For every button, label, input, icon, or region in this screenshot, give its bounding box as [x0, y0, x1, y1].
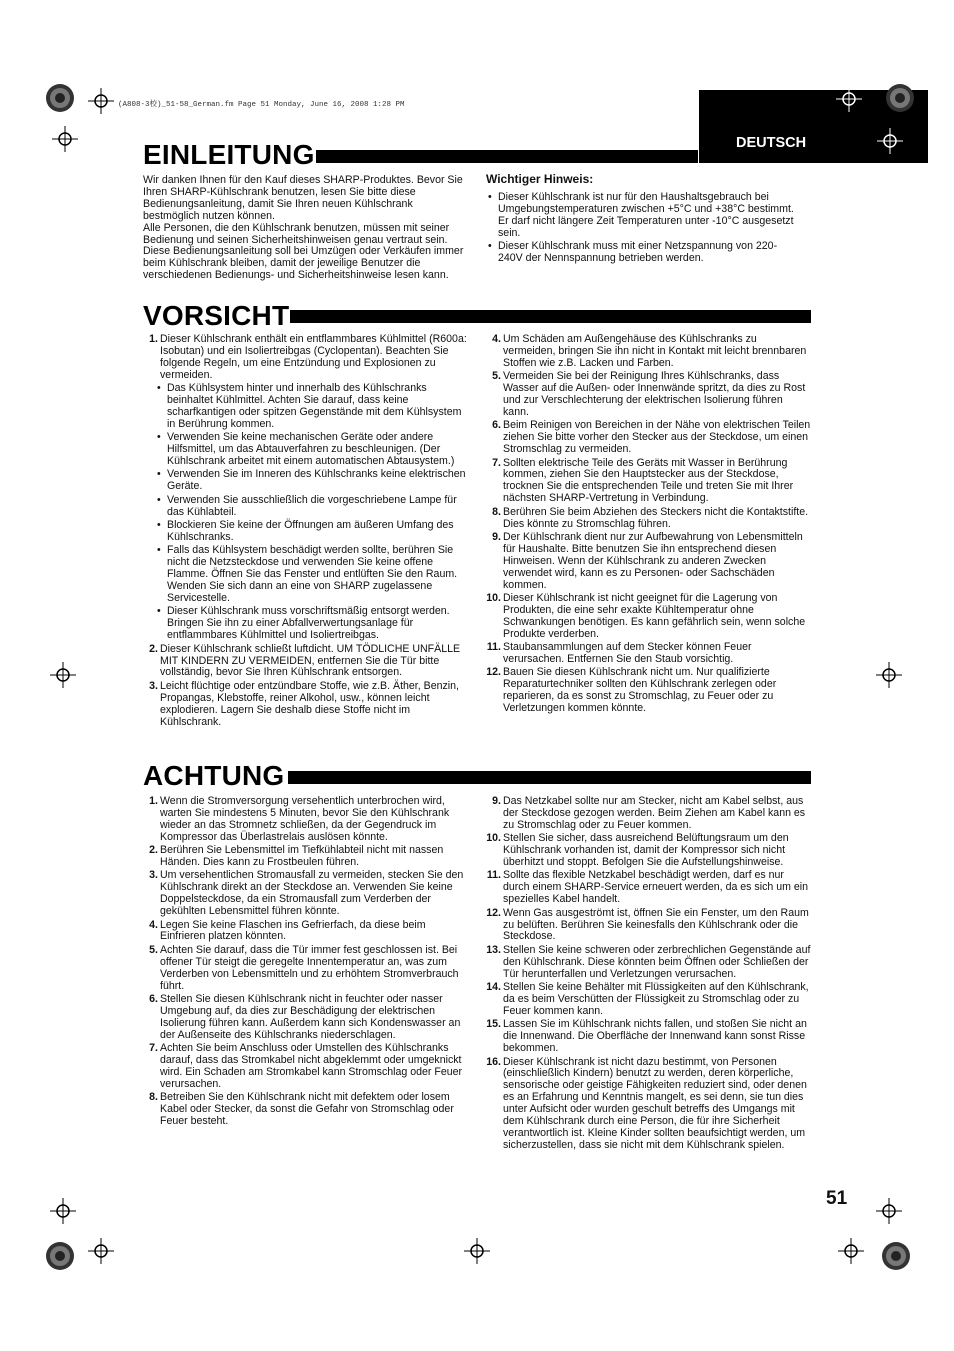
- crosshair-icon: [88, 1238, 114, 1264]
- list-item: 2. Berühren Sie Lebensmittel im Tiefkühlabteil nicht mit nassen Händen. Dies kann zu Frostbeulen führen.: [149, 844, 444, 869]
- list-item: 1. Dieser Kühlschrank enthält ein entflammbares Kühlmittel (R600a: Isobutan) und ein Isoliertreibgas (Cyclopentan). Beachten Sie folgende Regeln, um eine Entzündung und Explosionen zu vermeiden.: [149, 333, 467, 381]
- vorsicht-right-column: [486, 334, 811, 717]
- registration-mark-icon: [40, 1236, 80, 1276]
- crosshair-icon: [464, 1238, 490, 1264]
- bullet-dot-icon: •: [157, 544, 161, 557]
- list-item: 10. Dieser Kühlschrank ist nicht geeignet für die Lagerung von Produkten, die eine sehr exakte Kühltemperatur ohne Schwankungen benötigen. Es kann gefährlich sein, wenn solche Produkte verderben.: [486, 592, 806, 640]
- sub-bullet: • Dieser Kühlschrank muss vorschriftsmäßig entsorgt werden. Bringen Sie ihn zu einer Abfallverwertungsanlage für entflammbares Kühlmittel und Isoliertreibgas.: [157, 605, 450, 642]
- bullet-dot-icon: •: [157, 468, 161, 481]
- einleitung-paragraph-1: Wir danken Ihnen für den Kauf dieses SHARP-Produktes. Bevor Sie Ihren SHARP-Kühlschrank benutzen, lesen Sie bitte diese Bedienungsanleitung, damit Sie Ihren neuen Kühlschrank bestmöglich nutzen können.: [143, 174, 463, 222]
- crosshair-icon: [838, 1238, 864, 1264]
- sub-bullet: • Blockieren Sie keine der Öffnungen am äußeren Umfang des Kühlschranks.: [157, 519, 454, 543]
- registration-mark-icon: [40, 78, 80, 118]
- file-info-line: (A808-3校)_51-58_German.fm Page 51 Monday, June 16, 2008 1:28 PM: [118, 101, 405, 109]
- important-notice: [486, 172, 796, 266]
- page-number: 51: [826, 1188, 848, 1209]
- list-item: 3. Leicht flüchtige oder entzündbare Stoffe, wie z.B. Äther, Benzin, Propangas, Klebstoffe, reiner Alkohol, usw., können leicht explodieren. Lagern Sie deshalb diese Stoffe nicht im Kühlschrank.: [149, 679, 459, 728]
- einleitung-title: EINLEITUNG: [143, 139, 315, 170]
- crosshair-icon: [836, 86, 862, 112]
- einleitung-title-bar: [316, 150, 698, 163]
- crosshair-icon: [88, 88, 114, 114]
- list-item: 11. Sollte das flexible Netzkabel beschädigt werden, darf es nur durch einem SHARP-Service erneuert werden, da es sich um ein spezielles Kabel handelt.: [486, 869, 809, 906]
- vorsicht-left-column: [143, 334, 468, 730]
- list-item: 5. Vermeiden Sie bei der Reinigung Ihres Kühlschranks, dass Wasser auf die Außen- oder Innenwände spritzt, da dies zu Rost und zur Verschlechterung der elektrischen Isolierung führen kann.: [492, 370, 806, 418]
- crosshair-icon: [50, 1198, 76, 1224]
- list-item: 13. Stellen Sie keine schweren oder zerbrechlichen Gegenstände auf den Kühlschrank. Diese könnten beim Öffnen oder Schließen der Tür herunterfallen und Verletzungen verursachen.: [486, 943, 811, 980]
- list-item: 15. Lassen Sie im Kühlschrank nichts fallen, und stoßen Sie nicht an die Innenwand. Die Oberfläche der Innenwand kann sonst Risse bekommen.: [486, 1018, 807, 1055]
- list-item: 7. Sollten elektrische Teile des Geräts mit Wasser in Berührung kommen, ziehen Sie den Hauptstecker aus der Steckdose, trocknen Sie die entsprechenden Teile und treten Sie mit Ihrer nächsten SHARP-Vertretung in Verbindung.: [492, 456, 794, 505]
- list-item: 11. Staubansammlungen auf dem Stecker können Feuer verursachen. Entfernen Sie den Staub vorsichtig.: [486, 641, 752, 666]
- list-item: 16. Dieser Kühlschrank ist nicht dazu bestimmt, von Personen (einschließlich Kindern) benutzt zu werden, deren körperliche, sensorische oder geistige Fähigkeiten reduziert sind, oder denen es an Erfahrung und Kenntnis mangelt, es sei denn, sie tun dies unter Aufsicht oder wurden geschult betreffs des Umgangs mit dem Kühlschrank durch eine Person, die für ihre Sicherheit verantwortlich ist. Kleine Kinder sollten beaufsichtigt werden, um sicherzustellen, dass sie nicht mit dem Kühlschrank spielen.: [486, 1055, 807, 1151]
- sub-bullet: • Das Kühlsystem hinter und innerhalb des Kühlschranks beinhaltet Kühlmittel. Achten Sie darauf, dass keine scharfkantigen oder spitzen Gegenstände mit dem Kühlsystem in Berührung kommen.: [157, 382, 462, 430]
- crosshair-icon: [50, 662, 76, 688]
- einleitung-paragraph-2: Alle Personen, die den Kühlschrank benutzen, müssen mit seiner Bedienung und seinen Sicherheitshinweisen genau vertraut sein. Diese Bedienungsanleitung soll bei Umzügen oder Verkäufen immer beim Kühlschrank bleiben, damit der jeweilige Benutzer die verschiedenen Bedienungs- und Sicherheitshinweise lesen kann.: [143, 221, 464, 282]
- notice-bullet: • Dieser Kühlschrank ist nur für den Haushaltsgebrauch bei Umgebungstemperaturen zwischen +5°C und +38°C bestimmt. Er darf nicht längere Zeit Temperaturen unter -10°C ausgesetzt sein.: [488, 191, 794, 239]
- registration-mark-icon: [876, 1236, 916, 1276]
- bullet-dot-icon: •: [157, 493, 161, 506]
- bullet-dot-icon: •: [157, 519, 161, 532]
- bullet-dot-icon: •: [488, 240, 492, 253]
- achtung-right-column: [486, 796, 811, 1153]
- list-item: 7. Achten Sie beim Anschluss oder Umstellen des Kühlschranks darauf, dass das Stromkabel nicht abgeklemmt oder umgeknickt wird. Ein Schaden am Stromkabel kann Stromschlag oder Feuer verursachen.: [149, 1042, 463, 1090]
- sub-bullet: • Verwenden Sie im Inneren des Kühlschranks keine elektrischen Geräte.: [157, 468, 466, 493]
- achtung-title-bar: [288, 771, 811, 784]
- vorsicht-title-bar: [290, 310, 811, 323]
- list-item: 5. Achten Sie darauf, dass die Tür immer fest geschlossen ist. Bei offener Tür steigt die geregelte Innentemperatur an, was zum Verderben von Lebensmitteln und zu erhöhtem Stromverbrauch führt.: [149, 943, 459, 992]
- crosshair-icon: [877, 128, 903, 154]
- list-item: 3. Um versehentlichen Stromausfall zu vermeiden, stecken Sie den Kühlschrank direkt an der Steckdose an. Verwenden Sie keine Doppelsteckdose, da ein Stromausfall zum Verderben der gekühlten Lebensmittel führen könnte.: [149, 869, 464, 918]
- list-item: 14. Stellen Sie keine Behälter mit Flüssigkeiten auf den Kühlschrank, da es beim Verschütten der Flüssigkeit zu Stromschlag oder zu Feuer kommen kann.: [486, 981, 809, 1017]
- list-item: 6. Beim Reinigen von Bereichen in der Nähe von elektrischen Teilen ziehen Sie bitte vorher den Stecker aus der Steckdose, um einen Stromschlag zu vermeiden.: [492, 419, 811, 456]
- achtung-left-column: [143, 796, 468, 1129]
- bullet-dot-icon: •: [488, 191, 492, 203]
- list-item: 4. Legen Sie keine Flaschen ins Gefrierfach, da diese beim Einfrieren platzen könnten.: [149, 918, 426, 943]
- important-notice-title: Wichtiger Hinweis:: [486, 172, 594, 186]
- vorsicht-title: VORSICHT: [143, 300, 290, 331]
- bullet-dot-icon: •: [157, 605, 161, 618]
- list-item: 8. Betreiben Sie den Kühlschrank nicht mit defektem oder losem Kabel oder Stecker, da sonst die Gefahr von Stromschlag oder Feuer besteht.: [149, 1091, 454, 1128]
- list-item: 9. Das Netzkabel sollte nur am Stecker, nicht am Kabel selbst, aus der Steckdose gezogen werden. Beim Ziehen am Kabel kann es zu Stromschlag oder zu Feuer kommen.: [492, 795, 806, 831]
- list-item: 4. Um Schäden am Außengehäuse des Kühlschranks zu vermeiden, bringen Sie ihn nicht in Kontakt mit leicht brennbaren Stoffen wie z.B. Lacken und Farben.: [492, 333, 807, 369]
- einleitung-intro: [143, 175, 469, 282]
- crosshair-icon: [876, 662, 902, 688]
- achtung-title: ACHTUNG: [143, 760, 285, 791]
- sub-bullet: • Falls das Kühlsystem beschädigt werden sollte, berühren Sie nicht die Netzsteckdose und verwenden Sie keine offene Flamme. Öffnen Sie das Fenster und entlüften Sie den Raum. Wenden Sie sich dann an eine von SHARP zugelassene Servicestelle.: [157, 544, 458, 605]
- list-item: 10. Stellen Sie sicher, dass ausreichend Belüftungsraum um den Kühlschrank vorhanden ist, damit der Kompressor sich nicht überhitzt und stoppt. Befolgen Sie die Aufstellungshinweise.: [486, 832, 789, 869]
- list-item: 12. Bauen Sie diesen Kühlschrank nicht um. Nur qualifizierte Reparaturtechniker sollten den Kühlschrank zerlegen oder reparieren, da es sonst zu Stromschlag, zu Feuer oder zu Verletzungen kommen könnte.: [486, 666, 777, 715]
- list-item: 9. Der Kühlschrank dient nur zur Aufbewahrung von Lebensmitteln für Haushalte. Bitte benutzen Sie ihn entsprechend diesen Hinweisen. Wenn der Kühlschrank zu anderen Zwecken verwendet wird, kann es zu Personen- oder Sachschäden kommen.: [492, 531, 803, 591]
- bullet-dot-icon: •: [157, 431, 161, 444]
- registration-mark-icon: [880, 78, 920, 118]
- list-item: 2. Dieser Kühlschrank schließt luftdicht. UM TÖDLICHE UNFÄLLE MIT KINDERN ZU VERMEIDEN, entfernen Sie die Tür bitte vollständig, bevor Sie Ihren Kühlschrank entsorgen.: [149, 642, 461, 679]
- list-item: 12. Wenn Gas ausgeströmt ist, öffnen Sie ein Fenster, um den Raum zu belüften. Berühren Sie keinesfalls den Kühlschrank oder die Steckdose.: [486, 906, 809, 943]
- list-item: 6. Stellen Sie diesen Kühlschrank nicht in feuchter oder nasser Umgebung auf, da dies zur Beschädigung der elektrischen Isolierung führen kann. Außerdem kann sich Kondenswasser an der Außenseite des Kühlschranks niederschlagen.: [149, 993, 461, 1041]
- list-item: 8. Berühren Sie beim Abziehen des Steckers nicht die Kontaktstifte. Dies könnte zu Stromschlag führen.: [492, 505, 809, 530]
- language-label: DEUTSCH: [736, 135, 807, 151]
- sub-bullet: • Verwenden Sie ausschließlich die vorgeschriebene Lampe für das Kühlabteil.: [157, 493, 457, 518]
- crosshair-icon: [876, 1198, 902, 1224]
- list-item: 1. Wenn die Stromversorgung versehentlich unterbrochen wird, warten Sie mindestens 5 Minuten, bevor Sie den Kühlschrank wieder an das Stromnetz schließen, da der Gegendruck im Kompressor das Überlastrelais auslösen könnte.: [149, 795, 450, 843]
- bullet-dot-icon: •: [157, 382, 161, 395]
- notice-bullet: • Dieser Kühlschrank muss mit einer Netzspannung von 220- 240V der Nennspannung betrieben werden.: [488, 240, 778, 265]
- crosshair-icon: [52, 126, 78, 152]
- sub-bullet: • Verwenden Sie keine mechanischen Geräte oder andere Hilfsmittel, um das Abtauverfahren zu beschleunigen. (Der Kühlschrank arbeitet mit einem automatischen Abtausystem.): [157, 431, 455, 468]
